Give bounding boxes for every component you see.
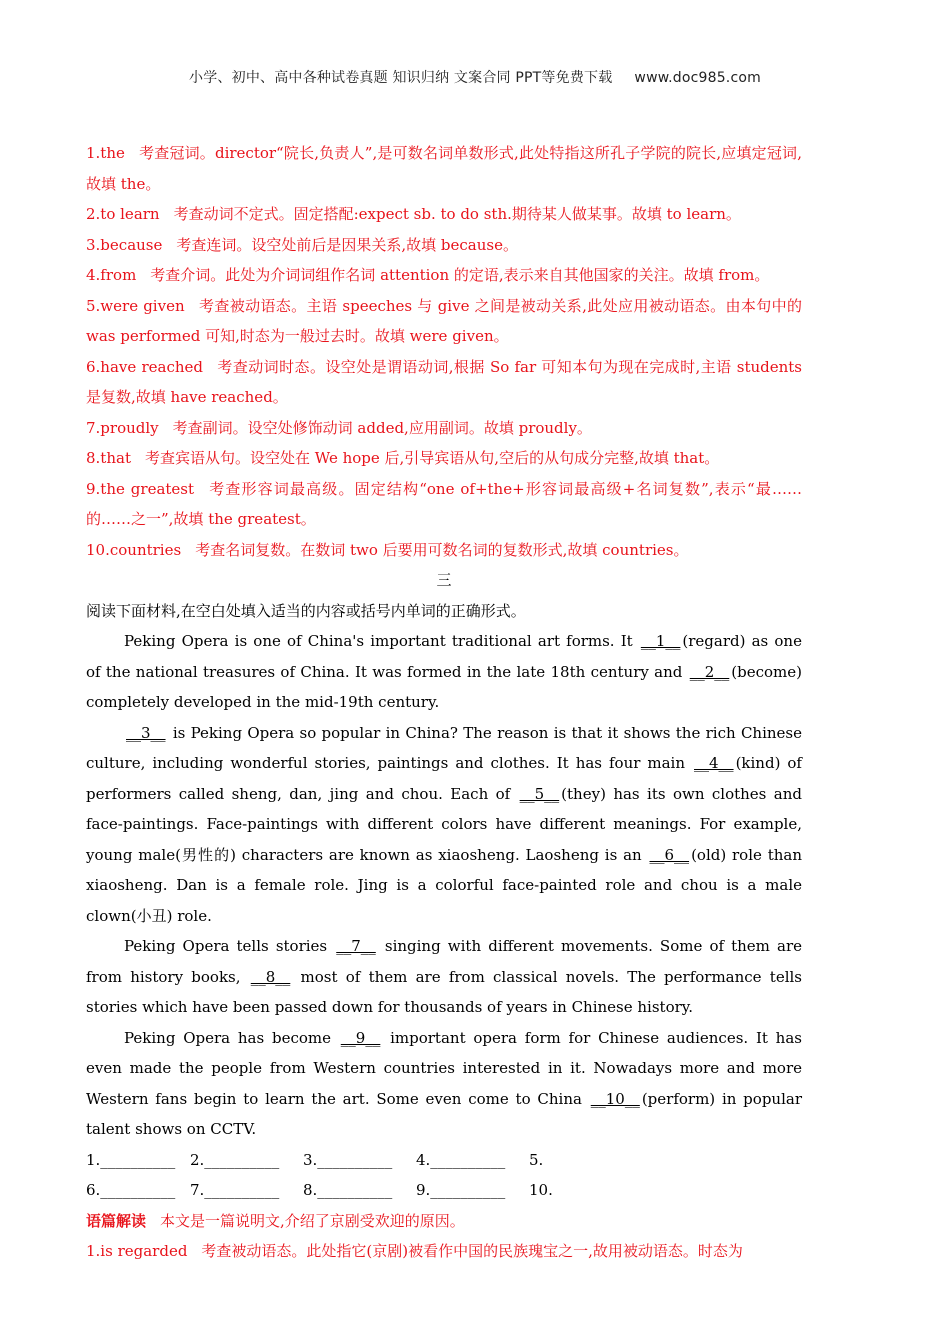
passage-paragraph-3 <box>86 931 802 1023</box>
answer-label: 10.countries <box>86 540 182 559</box>
header-text: 小学、初中、高中各种试卷真题 知识归纳 文案合同 PPT等免费下载 <box>189 70 613 86</box>
analysis-text: 本文是一篇说明文,介绍了京剧受欢迎的原因。 <box>160 1211 465 1230</box>
answer-label: 2.to learn <box>86 205 160 223</box>
answer-label: 6.have reached <box>86 357 203 376</box>
answer-lines-row-1 <box>86 1145 802 1176</box>
section-instruction: 阅读下面材料,在空白处填入适当的内容或括号内单词的正确形式。 <box>86 601 526 620</box>
answer-explanation: 考查名词复数。在数词 two 后要用可数名词的复数形式,故填 countries。 <box>195 540 689 559</box>
blank-9: __9__ <box>340 1028 381 1047</box>
answer-line-8[interactable]: 8.__________ <box>303 1181 393 1199</box>
answer-item <box>86 413 802 444</box>
passage-paragraph-4 <box>86 1023 802 1145</box>
header-site: www.doc985.com <box>634 70 761 86</box>
blank-7: __7__ <box>336 937 376 955</box>
answer-label: 8.that <box>86 449 131 467</box>
answer-label: 9.the greatest <box>86 479 195 498</box>
answer-item <box>86 291 802 352</box>
answer-line-1[interactable]: 1.__________ <box>86 1150 176 1169</box>
answer-item <box>86 199 802 230</box>
answer-explanation: 考查宾语从句。设空处在 We hope 后,引导宾语从句,空后的从句成分完整,故填 that。 <box>144 449 720 467</box>
answer-line-9[interactable]: 9.__________ <box>416 1181 506 1199</box>
answer-item <box>86 138 802 199</box>
passage-text: most of them are from classical novels. The performance tells stories which have been passed down for thousands of years in Chinese history. <box>86 967 802 1016</box>
analysis-label: 语篇解读 <box>86 1211 147 1230</box>
blank-6: __6__ <box>649 845 690 864</box>
passage-text: Peking Opera has become <box>124 1028 331 1047</box>
blank-5: __5__ <box>519 784 560 803</box>
answer-explanation: 考查冠词。director“院长,负责人”,是可数名词单数形式,此处特指这所孔子学院的院长,应填定冠词,故填 the。 <box>86 144 802 193</box>
section-number: 三 <box>436 571 452 589</box>
answer-label: 3.because <box>86 235 163 254</box>
page-header <box>0 67 950 87</box>
answer-item <box>86 535 802 566</box>
answer-line-6[interactable]: 6.__________ <box>86 1181 176 1199</box>
blank-10: __10__ <box>590 1089 640 1108</box>
answer-item <box>86 352 802 413</box>
answer-item <box>86 1236 802 1267</box>
passage-text: (become) completely developed in the mid-19th century. <box>86 662 802 711</box>
answer-label: 1.the <box>86 144 125 162</box>
answer-line-2[interactable]: 2.__________ <box>190 1150 280 1169</box>
document-body <box>86 138 802 1267</box>
blank-1: __1__ <box>640 632 681 650</box>
passage-paragraph-2 <box>86 718 802 932</box>
blank-3: __3__ <box>126 723 166 742</box>
answer-line-7[interactable]: 7.__________ <box>190 1181 280 1199</box>
answer-item <box>86 443 802 474</box>
answer-explanation: 考查形容词最高级。固定结构“one of+the+形容词最高级+名词复数”,表示“最……的……之一”,故填 the greatest。 <box>86 479 802 528</box>
passage-text: (old) role than xiaosheng. Dan is a female role. Jing is a colorful face-painted role and chou is a male clown(小丑) role. <box>86 845 802 925</box>
answer-line-3[interactable]: 3.__________ <box>303 1150 393 1169</box>
passage-text: (kind) of performers called sheng, dan, jing and chou. Each of <box>86 754 802 803</box>
answer-label: 7.proudly <box>86 418 159 437</box>
answer-label: 4.from <box>86 266 137 284</box>
passage-text: (regard) as one of the national treasures of China. It was formed in the late 18th century and <box>86 632 802 681</box>
answer-label: 1.is regarded <box>86 1242 188 1260</box>
answer-line-5[interactable]: 5. <box>529 1150 544 1169</box>
passage-text: important opera form for Chinese audiences. It has even made the people from Western countries interested in it. Nowadays more and more Western fans begin to learn the art. Some even come to China <box>86 1028 802 1108</box>
passage-text: Peking Opera tells stories <box>124 937 328 955</box>
analysis <box>86 1206 802 1237</box>
answer-line-10[interactable]: 10. <box>529 1181 553 1199</box>
answer-item <box>86 230 802 261</box>
answer-lines-row-2 <box>86 1175 802 1206</box>
answer-label: 5.were given <box>86 296 185 315</box>
answer-line-4[interactable]: 4.__________ <box>416 1150 506 1169</box>
answer-explanation: 考查动词不定式。固定搭配:expect sb. to do sth.期待某人做某事。故填 to learn。 <box>173 205 741 223</box>
passage-text: Peking Opera is one of China's important traditional art forms. It <box>124 632 633 650</box>
answer-explanation: 考查介词。此处为介词词组作名词 attention 的定语,表示来自其他国家的关注。故填 from。 <box>150 266 770 284</box>
blank-8: __8__ <box>250 967 291 986</box>
answer-item <box>86 474 802 535</box>
answer-explanation: 考查被动语态。此处指它(京剧)被看作中国的民族瑰宝之一,故用被动语态。时态为 <box>201 1242 743 1260</box>
passage-text: singing with different movements. Some of them are from history books, <box>86 937 802 986</box>
passage-text: (perform) in popular talent shows on CCTV. <box>86 1089 802 1138</box>
answer-explanation: 考查副词。设空处修饰动词 added,应用副词。故填 proudly。 <box>172 418 592 437</box>
passage-text: is Peking Opera so popular in China? The reason is that it shows the rich Chinese culture, including wonderful stories, paintings and clothes. It has four main <box>86 723 802 772</box>
answer-explanation: 考查连词。设空处前后是因果关系,故填 because。 <box>176 235 518 254</box>
blank-4: __4__ <box>694 754 734 772</box>
blank-2: __2__ <box>689 662 730 681</box>
answer-item <box>86 260 802 291</box>
passage-text: (they) has its own clothes and face-paintings. Face-paintings with different colors have different meanings. For example, young male(男性的) characters are known as xiaosheng. Laosheng is an <box>86 784 802 864</box>
answer-explanation: 考查动词时态。设空处是谓语动词,根据 So far 可知本句为现在完成时,主语 students 是复数,故填 have reached。 <box>86 357 802 406</box>
passage-paragraph-1 <box>86 626 802 718</box>
answer-explanation: 考查被动语态。主语 speeches 与 give 之间是被动关系,此处应用被动语态。由本句中的 was performed 可知,时态为一般过去时。故填 were given。 <box>86 296 802 345</box>
